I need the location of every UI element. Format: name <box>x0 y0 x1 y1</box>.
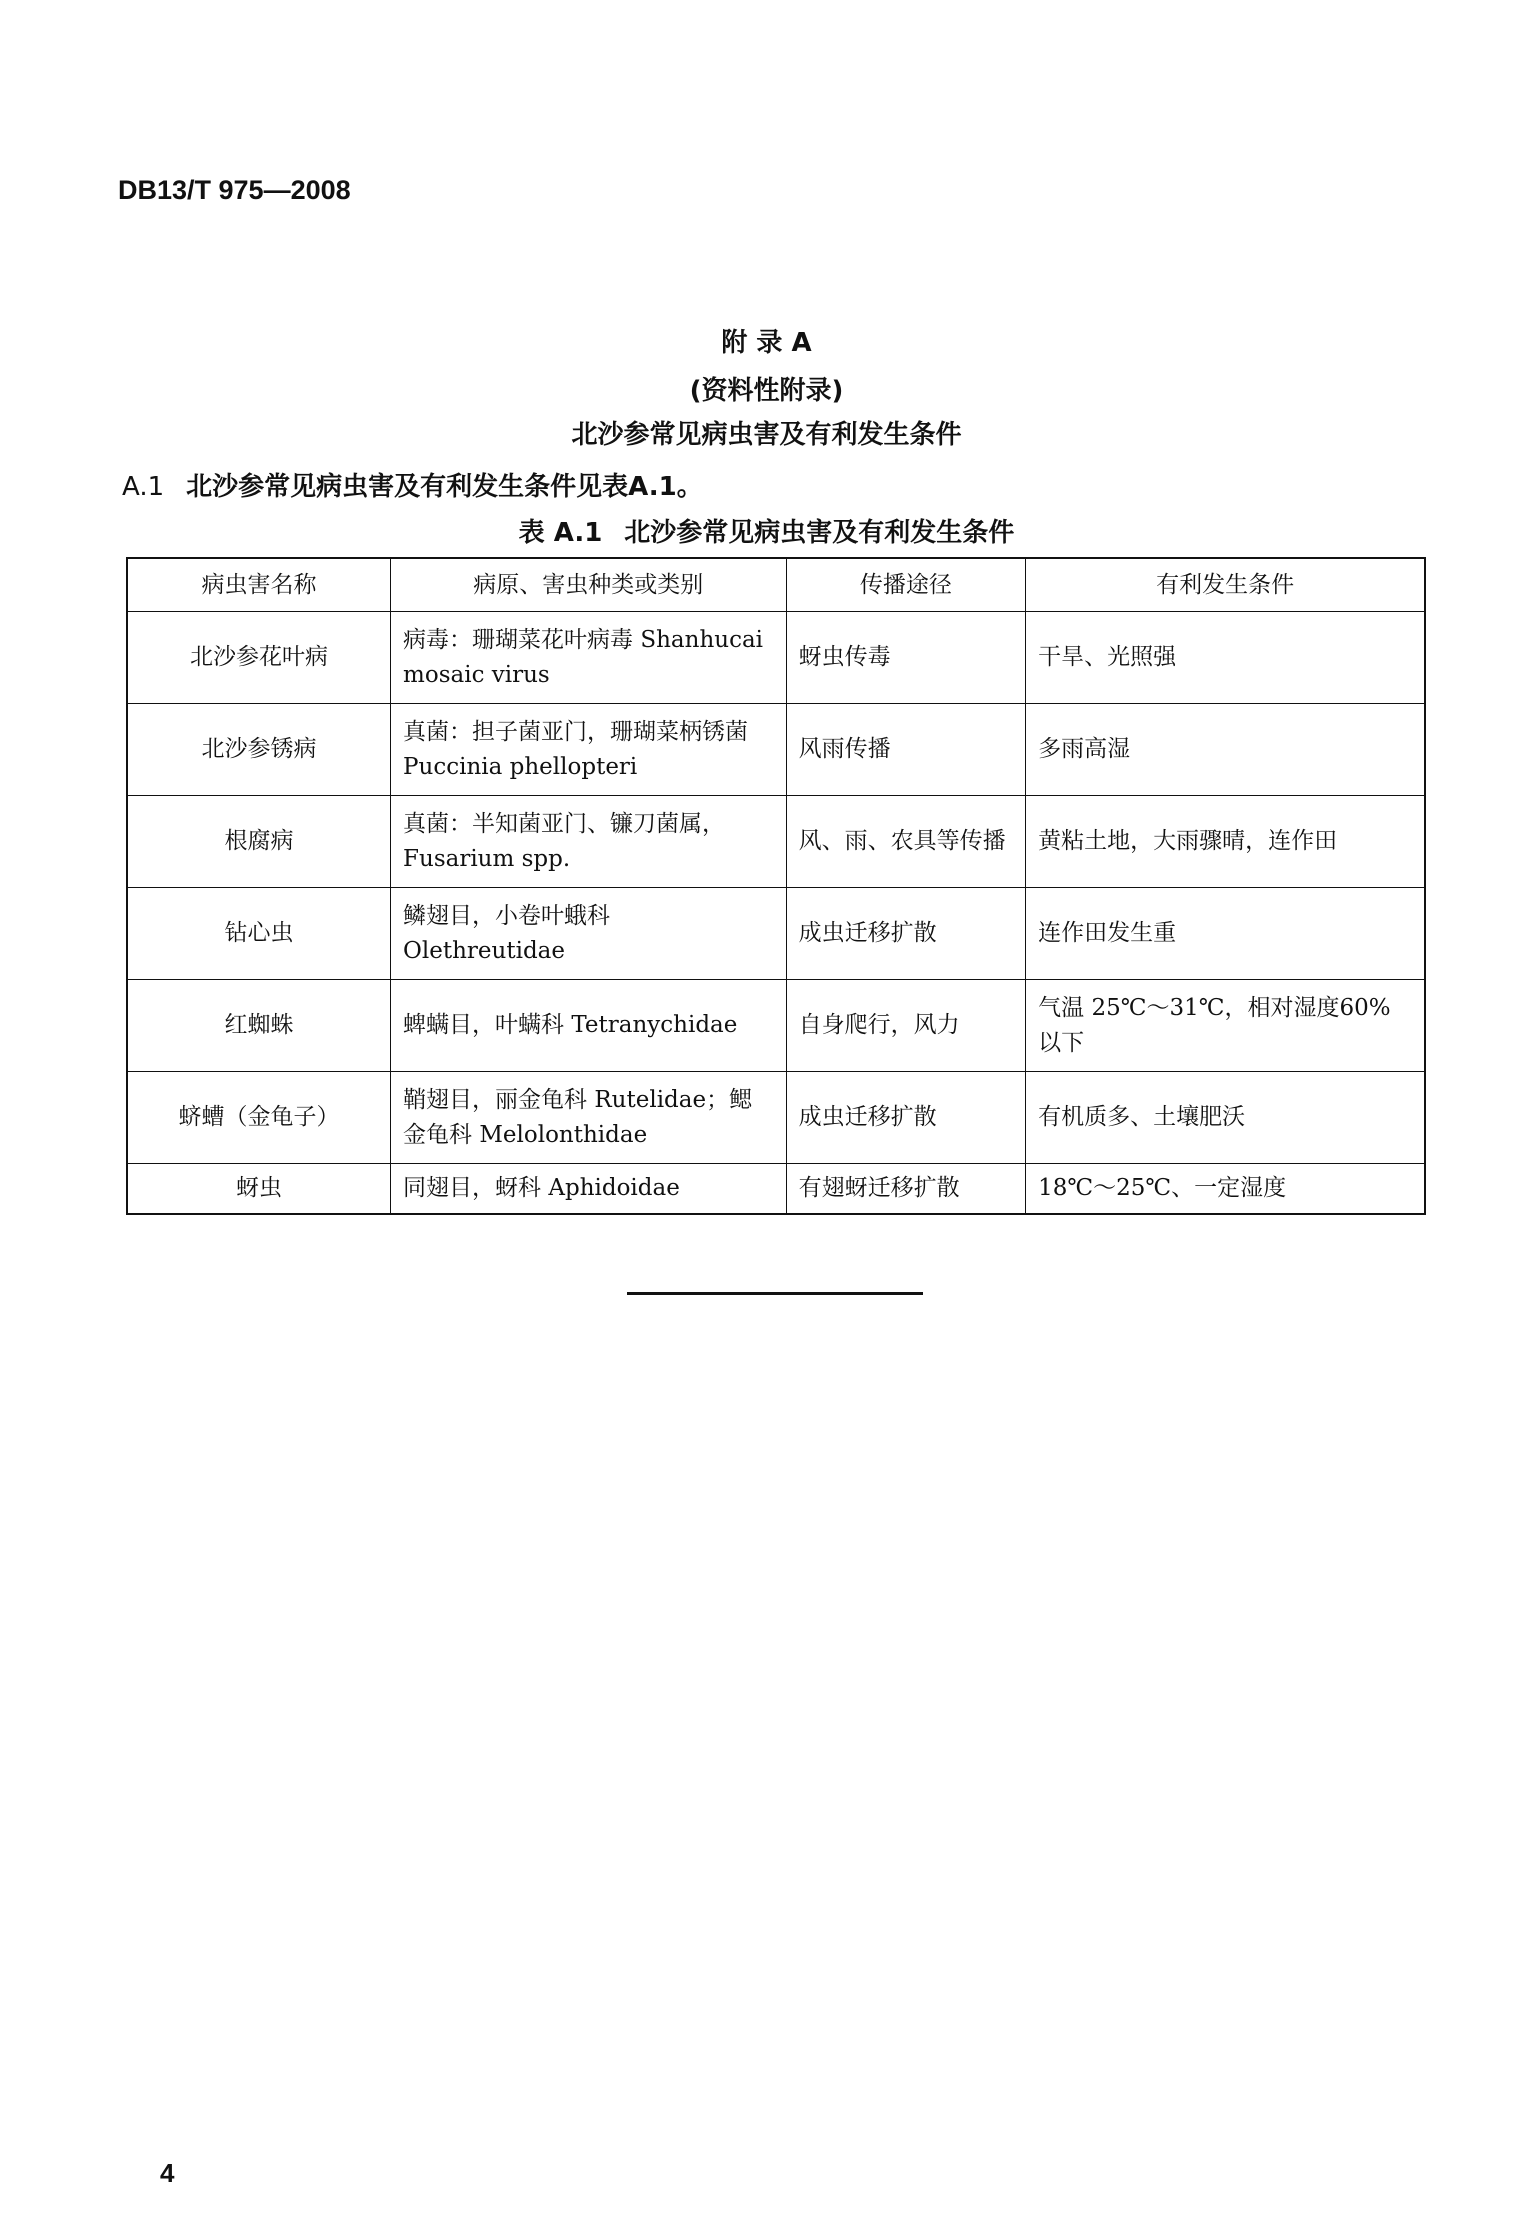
condition-cell: 多雨高湿 <box>1026 704 1425 796</box>
clause-a1 <box>122 466 703 503</box>
annex-heading: 北沙参常见病虫害及有利发生条件 <box>571 420 962 450</box>
pest-name-cell: 北沙参锈病 <box>127 704 391 796</box>
route-cell: 自身爬行，风力 <box>786 980 1026 1072</box>
clause-text: 北沙参常见病虫害及有利发生条件见表A.1。 <box>186 472 703 502</box>
pest-name-cell: 蛴螬（金龟子） <box>127 1072 391 1164</box>
pathogen-cell: 鳞翅目，小卷叶蛾科 Olethreutidae <box>391 888 787 980</box>
pathogen-cell: 同翅目，蚜科 Aphidoidae <box>391 1164 787 1214</box>
condition-cell: 18℃～25℃、一定湿度 <box>1026 1164 1425 1214</box>
condition-cell: 连作田发生重 <box>1026 888 1425 980</box>
pathogen-cell: 鞘翅目，丽金龟科 Rutelidae；鳃金龟科 Melolonthidae <box>391 1072 787 1164</box>
pest-name-cell: 根腐病 <box>127 796 391 888</box>
pest-name-cell: 红蜘蛛 <box>127 980 391 1072</box>
condition-cell: 干旱、光照强 <box>1026 612 1425 704</box>
table-row <box>127 704 1425 796</box>
header-route: 传播途径 <box>786 558 1026 612</box>
route-cell: 风、雨、农具等传播 <box>786 796 1026 888</box>
table-row <box>127 1164 1425 1214</box>
table-header-row <box>127 558 1425 612</box>
route-cell: 成虫迁移扩散 <box>786 1072 1026 1164</box>
page-number: 4 <box>160 2158 175 2188</box>
route-cell: 有翅蚜迁移扩散 <box>786 1164 1026 1214</box>
pathogen-cell: 真菌：半知菌亚门、镰刀菌属，Fusarium spp. <box>391 796 787 888</box>
pest-table <box>126 557 1426 1215</box>
condition-cell: 气温 25℃～31℃，相对湿度60%以下 <box>1026 980 1425 1072</box>
pest-name-cell: 北沙参花叶病 <box>127 612 391 704</box>
pathogen-cell: 病毒：珊瑚菜花叶病毒 Shanhucai mosaic virus <box>391 612 787 704</box>
pathogen-cell: 真菌：担子菌亚门，珊瑚菜柄锈菌 Puccinia phellopteri <box>391 704 787 796</box>
condition-cell: 有机质多、土壤肥沃 <box>1026 1072 1425 1164</box>
condition-cell: 黄粘土地，大雨骤晴，连作田 <box>1026 796 1425 888</box>
pest-name-cell: 蚜虫 <box>127 1164 391 1214</box>
clause-number: A.1 <box>122 472 165 502</box>
pest-name-cell: 钻心虫 <box>127 888 391 980</box>
route-cell: 风雨传播 <box>786 704 1026 796</box>
route-cell: 蚜虫传毒 <box>786 612 1026 704</box>
table-caption-title: 北沙参常见病虫害及有利发生条件 <box>624 518 1015 548</box>
route-cell: 成虫迁移扩散 <box>786 888 1026 980</box>
table-row <box>127 612 1425 704</box>
table-row <box>127 1072 1425 1164</box>
annex-title: 附 录 A <box>721 328 812 358</box>
document-code: DB13/T 975—2008 <box>118 175 351 205</box>
header-pathogen: 病原、害虫种类或类别 <box>391 558 787 612</box>
header-pest-name: 病虫害名称 <box>127 558 391 612</box>
pathogen-cell: 蜱螨目，叶螨科 Tetranychidae <box>391 980 787 1072</box>
table-caption <box>0 512 1533 549</box>
end-of-annex-rule <box>627 1292 923 1295</box>
header-condition: 有利发生条件 <box>1026 558 1425 612</box>
table-caption-number: 表 A.1 <box>518 518 603 548</box>
table-row <box>127 888 1425 980</box>
table-row <box>127 796 1425 888</box>
annex-subtitle: (资料性附录) <box>689 376 844 406</box>
table-row <box>127 980 1425 1072</box>
